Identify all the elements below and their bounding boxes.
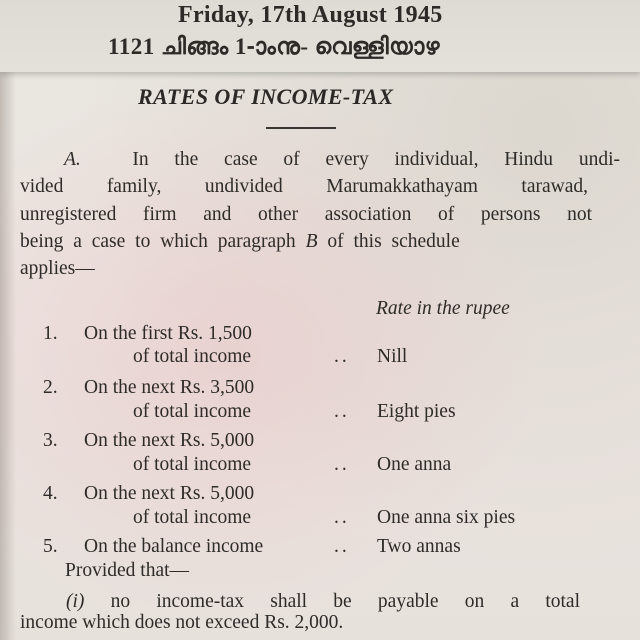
row-rate: One anna six pies (377, 507, 516, 528)
clause-line-2: income which does not exceed Rs. 2,000. (20, 612, 344, 633)
row-basis: of total income (133, 346, 252, 367)
row-number: 2. (43, 377, 58, 398)
para-text-4a: being a case to which paragraph (20, 230, 296, 252)
header-date-line: Friday, 17th August 1945 (178, 2, 443, 28)
row-rate: Nill (377, 346, 408, 367)
para-line-5: applies— (20, 258, 95, 280)
rate-column-header: Rate in the rupee (376, 298, 510, 319)
row-bracket: On the first Rs. 1,500 (84, 323, 252, 344)
header-local-date-line: 1121 ചിങ്ങം 1-ാംനു- വെള്ളിയാഴ (108, 34, 441, 59)
row-number: 4. (43, 483, 58, 504)
para-text-4b: of this schedule (327, 230, 460, 252)
row-basis: of total income (133, 401, 252, 422)
row-rate: One anna (377, 454, 452, 475)
row-basis: of total income (133, 454, 252, 475)
intro-paragraph (20, 146, 620, 282)
row-number: 3. (43, 430, 58, 451)
clause-line-1 (66, 591, 580, 613)
page-fold-shadow (0, 72, 16, 640)
row-number: 5. (43, 536, 58, 557)
row-basis: of total income (133, 507, 252, 528)
row-rate: Eight pies (377, 401, 456, 422)
row-leader: .. (334, 507, 350, 528)
row-number: 1. (43, 323, 58, 344)
proviso-heading: Provided that— (65, 560, 190, 581)
clause-text-1: no income-tax shall be payable on a total (110, 591, 580, 612)
clause-label: (i) (66, 591, 85, 612)
para-line-2: vided family, undivided Marumakkathayam tarawad, (20, 176, 588, 198)
para-line-1 (20, 146, 620, 173)
row-bracket: On the next Rs. 3,500 (84, 377, 255, 398)
title-divider (266, 127, 336, 129)
para-line-4 (20, 228, 620, 255)
row-bracket: On the next Rs. 5,000 (84, 430, 255, 451)
row-leader: .. (334, 536, 350, 557)
para-label: A. (64, 149, 81, 170)
para-line-3: unregistered firm and other association of persons not (20, 203, 592, 225)
para-ref: B (305, 230, 318, 252)
row-leader: .. (334, 401, 350, 422)
row-rate: Two annas (377, 536, 461, 557)
row-leader: .. (334, 346, 350, 367)
row-bracket: On the next Rs. 5,000 (84, 483, 255, 504)
row-bracket: On the balance income (84, 536, 264, 557)
para-text-1: In the case of every individual, Hindu undi- (132, 149, 620, 170)
section-title: RATES OF INCOME-TAX (138, 84, 394, 109)
row-leader: .. (334, 454, 350, 475)
